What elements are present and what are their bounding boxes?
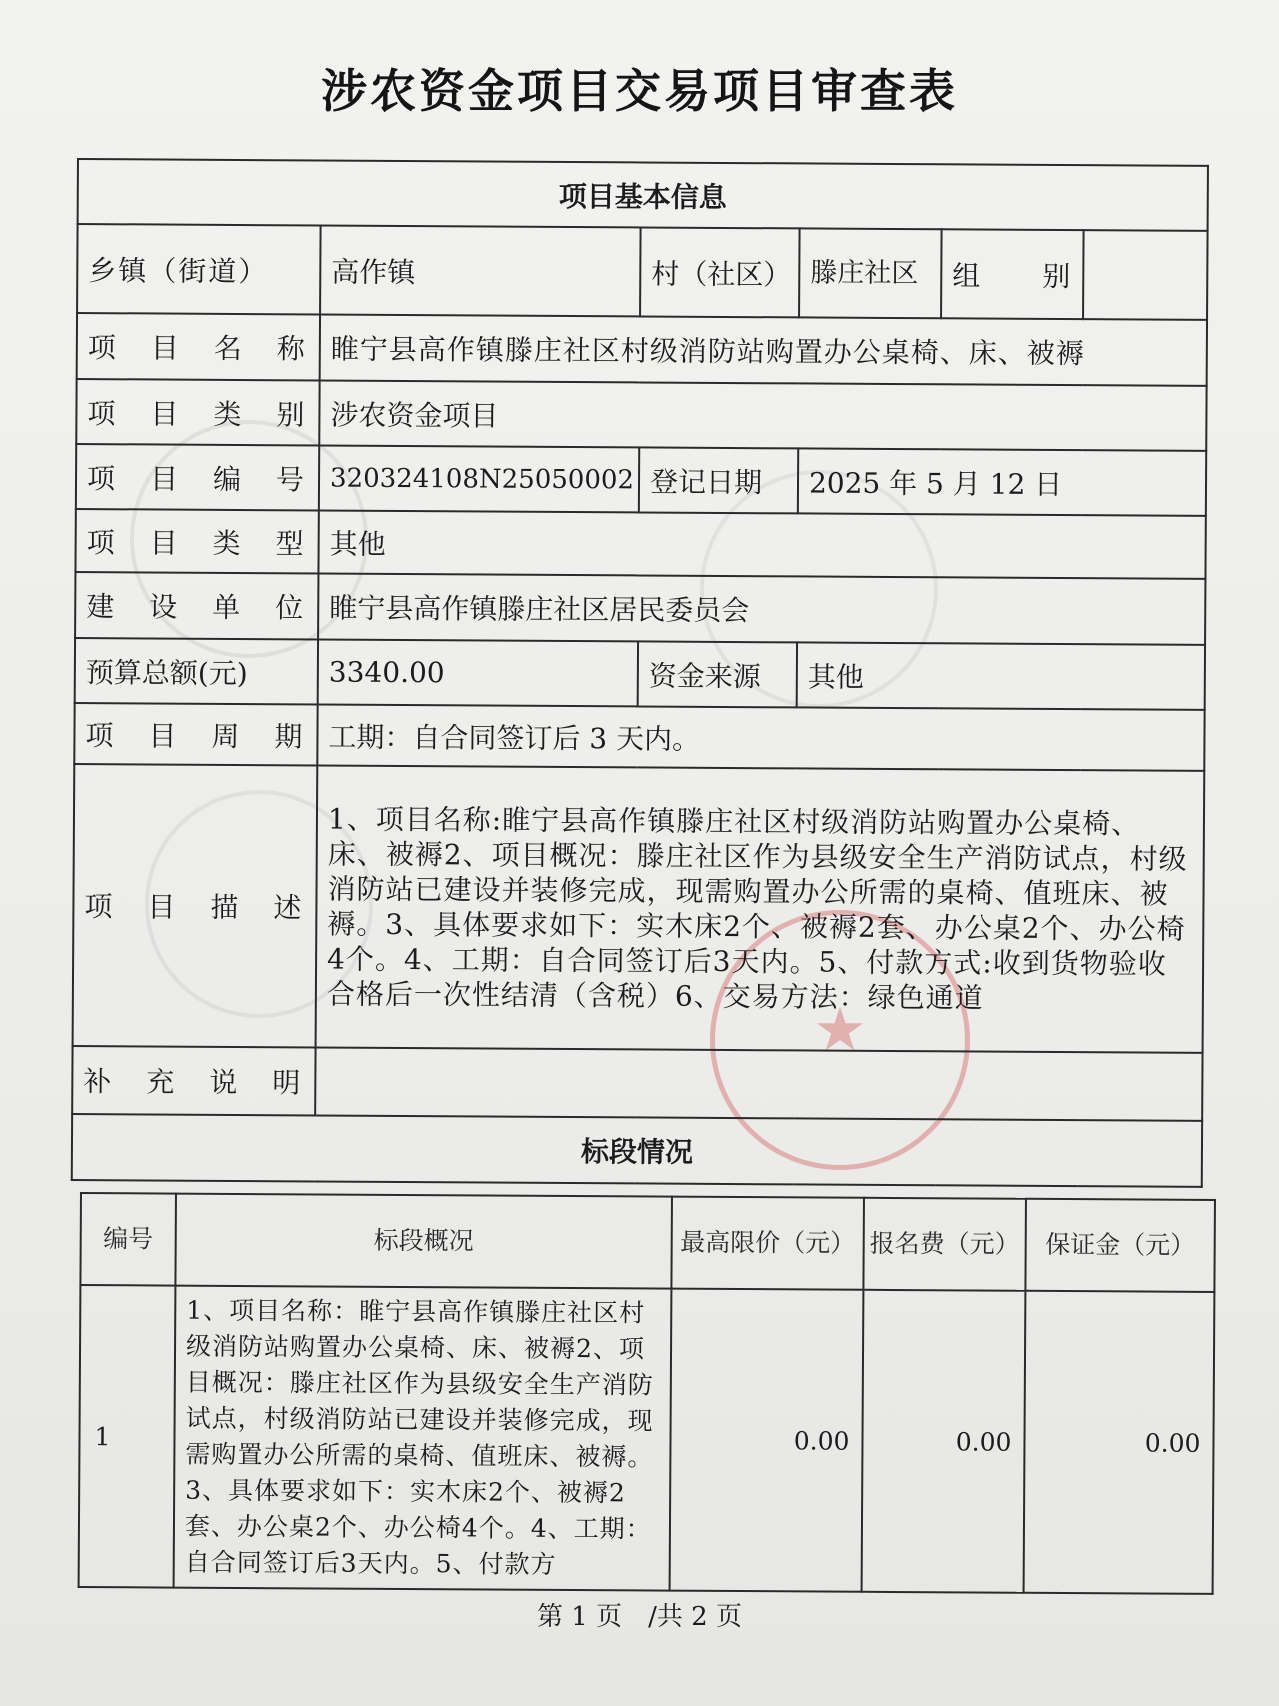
register-date-value: 2025 年 5 月 12 日: [798, 448, 1206, 515]
section-basic-info-header: 项目基本信息: [78, 159, 1208, 231]
town-value: 高作镇: [320, 225, 641, 316]
page-footer: 第 1 页 /共 2 页: [537, 1602, 742, 1632]
bid-row-deposit: 0.00: [1024, 1291, 1215, 1594]
fund-source-label: 资金来源: [638, 641, 797, 707]
village-value: 滕庄社区: [799, 228, 942, 318]
group-value: [1083, 230, 1208, 320]
bid-header-no: 编号: [80, 1193, 176, 1286]
bid-header-deposit: 保证金（元）: [1025, 1199, 1215, 1292]
supplement-label: 补 充 说 明: [72, 1046, 315, 1115]
register-date-label: 登记日期: [639, 447, 798, 513]
project-number-value: 320324108N25050002: [319, 445, 639, 512]
official-red-seal: ★: [710, 910, 970, 1170]
bid-row-no: 1: [79, 1285, 176, 1588]
description-value: 1、项目名称:睢宁县高作镇滕庄社区村级消防站购置办公桌椅、床、被褥2、项目概况：滕庄社区作为县级安全生产消防试点，村级消防站已建设并装修完成，现需购置办公所需的桌椅、值班床、被褥。3、具体要求如下：实木床2个、被褥2套、办公桌2个、办公椅4个。4、工期：自合同签订后3天内。5、付款方式:收到货物验收合格后一次性结清（含税）6、交易方法：绿色通道: [316, 765, 1205, 1052]
project-type-value: 其他: [318, 510, 1205, 578]
bid-header-reg-fee: 报名费（元）: [863, 1198, 1026, 1291]
budget-label: 预算总额(元): [75, 638, 318, 704]
project-name-value: 睢宁县高作镇滕庄社区村级消防站购置办公桌椅、床、被褥: [320, 314, 1207, 385]
project-name-label-chars: 项 目 名 称: [87, 331, 305, 366]
budget-value: 3340.00: [318, 639, 638, 706]
period-label: 项 目 周 期: [74, 703, 317, 765]
village-label: 村（社区）: [640, 227, 800, 317]
project-type-label: 项 目 类 型: [75, 509, 318, 573]
fund-source-value: 其他: [797, 642, 1205, 709]
group-label: 组 别: [941, 229, 1084, 319]
project-category-value: 涉农资金项目: [319, 380, 1206, 450]
bid-row-max-price: 0.00: [670, 1289, 864, 1592]
town-label: 乡镇（街道）: [77, 224, 321, 314]
project-number-label: 项 目 编 号: [76, 444, 319, 510]
bid-row-summary: 1、项目名称：睢宁县高作镇滕庄社区村级消防站购置办公桌椅、床、被褥2、项目概况：滕庄社区作为县级安全生产消防试点，村级消防站已建设并装修完成，现需购置办公所需的桌椅、值班床、被褥。3、具体要求如下：实木床2个、被褥2套、办公桌2个、办公椅4个。4、工期：自合同签订后3天内。5、付款方: [174, 1286, 672, 1591]
bid-header-max-price: 最高限价（元）: [671, 1197, 864, 1290]
project-name-label: [77, 313, 320, 380]
section-bid-header: 标段情况: [72, 1114, 1202, 1187]
bid-section-table: [78, 1192, 1216, 1595]
project-category-label: 项 目 类 别: [76, 379, 319, 445]
builder-label: 建 设 单 位: [75, 572, 318, 639]
basic-info-table: [71, 158, 1209, 1188]
description-label: 项 目 描 述: [73, 764, 318, 1047]
period-value: 工期：自合同签订后 3 天内。: [317, 704, 1204, 770]
bid-row-reg-fee: 0.00: [862, 1290, 1026, 1593]
builder-value: 睢宁县高作镇滕庄社区居民委员会: [318, 573, 1205, 644]
document-title: 涉农资金项目交易项目审查表: [321, 64, 958, 118]
table-row: [79, 1285, 1215, 1594]
supplement-value: [315, 1047, 1202, 1120]
bid-header-summary: 标段概况: [175, 1194, 672, 1289]
